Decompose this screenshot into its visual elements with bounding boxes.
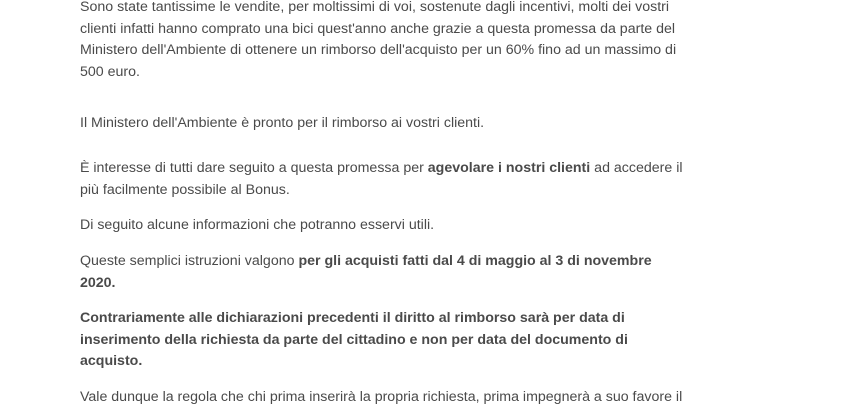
bold-text: Contrariamente alle dichiarazioni precedenti il diritto al rimborso sarà per data di	[80, 310, 625, 326]
text-run: È interesse di tutti dare seguito a questa promessa per	[80, 160, 428, 176]
text-line	[80, 158, 683, 180]
text-line: Sono state tantissime le vendite, per moltissimi di voi, sostenute dagli incentivi, molti dei vostri	[80, 0, 670, 15]
bold-text: acquisto.	[80, 353, 143, 369]
paragraph-rule	[80, 387, 682, 409]
paragraph-sales	[80, 0, 676, 83]
text-line: Il Ministero dell'Ambiente è pronto per il rimborso ai vostri clienti.	[80, 115, 485, 131]
text-line	[80, 308, 628, 330]
paragraph-instructions	[80, 251, 652, 294]
text-line	[80, 273, 652, 295]
paragraph-contrary	[80, 308, 628, 373]
bold-text: per gli acquisti fatti dal 4 di maggio al 3 di novembre	[298, 253, 652, 269]
text-line: Ministero dell'Ambiente di ottenere un rimborso dell'acquisto per un 60% fino ad un massimo di	[80, 42, 677, 58]
text-line	[80, 251, 652, 273]
bold-text: 2020.	[80, 274, 116, 291]
text-run: Queste semplici istruzioni valgono	[80, 253, 299, 269]
bold-text: inserimento della richiesta da parte del cittadino e non per data del documento di	[80, 331, 628, 348]
text-line	[80, 351, 628, 373]
text-line	[80, 330, 628, 352]
paragraph-interest	[80, 158, 683, 201]
paragraph-ministry	[80, 113, 484, 135]
text-run: ad accedere il	[590, 160, 683, 176]
text-line: 500 euro.	[80, 63, 140, 80]
text-line: Vale dunque la regola che chi prima inserirà la propria richiesta, prima impegnerà a suo favore il	[80, 389, 683, 405]
bold-text: agevolare i nostri clienti	[427, 160, 591, 176]
text-line: Di seguito alcune informazioni che potranno esservi utili.	[80, 217, 435, 233]
text-line: più facilmente possibile al Bonus.	[80, 181, 290, 198]
paragraph-info	[80, 215, 434, 237]
text-line: clienti infatti hanno comprato una bici quest'anno anche grazie a questa promessa da parte del	[80, 20, 676, 37]
